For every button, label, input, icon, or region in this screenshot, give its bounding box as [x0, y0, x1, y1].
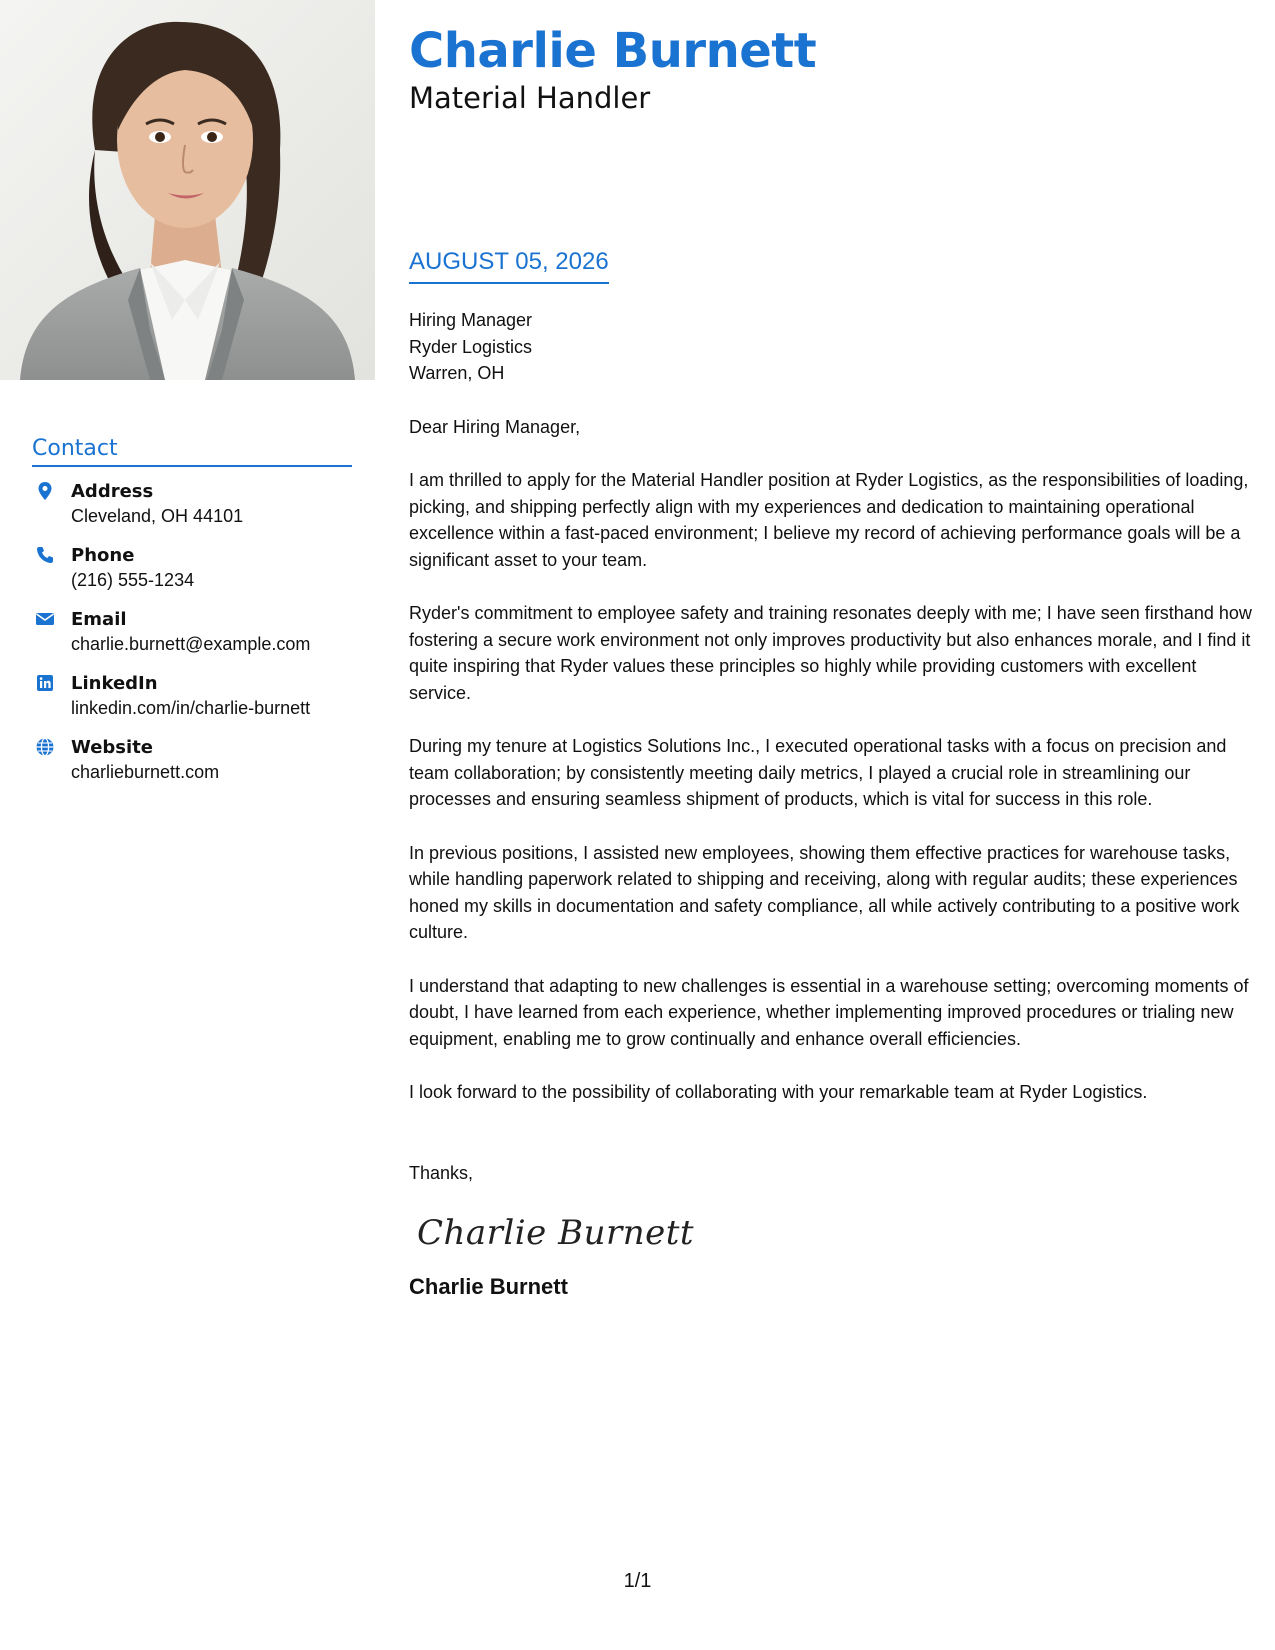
contact-value[interactable]: charlieburnett.com — [71, 762, 220, 782]
contact-value[interactable]: linkedin.com/in/charlie-burnett — [71, 698, 311, 718]
header — [409, 22, 1259, 116]
phone-icon — [35, 545, 55, 565]
letter-paragraph: Ryder's commitment to employee safety and training resonates deeply with me; I have seen firsthand how fostering a secure work environment not only improves productivity but also enhances morale, and I find it quite inspiring that Ryder values these principles so highly while providing customers with excellent service. — [409, 603, 1252, 703]
letter-paragraph: I understand that adapting to new challenges is essential in a warehouse setting; overcoming moments of doubt, I have learned from each experience, whether implementing improved procedures or trialing new equipment, enabling me to grow continually and enhance overall efficiencies. — [409, 975, 1249, 1049]
contact-label: Email — [71, 609, 127, 630]
recipient-block — [409, 307, 1254, 387]
contact-item-address — [32, 479, 352, 529]
portrait-illustration — [0, 0, 375, 380]
contact-section — [32, 436, 352, 799]
signed-name: Charlie Burnett — [409, 1274, 568, 1299]
contact-heading: Contact — [32, 436, 352, 467]
contact-label: LinkedIn — [71, 673, 158, 694]
contact-value[interactable]: charlie.burnett@example.com — [71, 634, 311, 654]
contact-item-phone — [32, 543, 352, 593]
recipient-line: Warren, OH — [409, 363, 505, 383]
map-pin-icon — [35, 481, 55, 501]
contact-value: Cleveland, OH 44101 — [71, 506, 244, 526]
globe-icon — [35, 737, 55, 757]
salutation: Dear Hiring Manager, — [409, 416, 581, 437]
contact-value: (216) 555-1234 — [71, 570, 195, 590]
page-number: 1/1 — [623, 1570, 652, 1592]
letter-body — [409, 307, 1254, 1301]
envelope-icon — [35, 609, 55, 629]
candidate-name: Charlie Burnett — [409, 23, 817, 79]
letter-paragraph: During my tenure at Logistics Solutions Inc., I executed operational tasks with a focus on precision and team collaboration; by consistently meeting daily metrics, I played a crucial role in streamlining our processes and ensuring seamless shipment of products, which is vital for success in this role. — [409, 736, 1227, 809]
linkedin-icon — [35, 673, 55, 693]
recipient-line: Hiring Manager — [409, 310, 533, 330]
job-title: Material Handler — [409, 81, 651, 115]
contact-label: Website — [71, 737, 154, 758]
signature: Charlie Burnett — [417, 1213, 695, 1253]
profile-photo — [0, 0, 375, 380]
contact-item-website — [32, 735, 352, 785]
contact-item-linkedin — [32, 671, 352, 721]
contact-item-email — [32, 607, 352, 657]
contact-label: Phone — [71, 545, 135, 566]
closing: Thanks, — [409, 1162, 474, 1183]
letter-paragraph: I look forward to the possibility of collaborating with your remarkable team at Ryder Logistics. — [409, 1082, 1148, 1102]
letter-paragraph: In previous positions, I assisted new employees, showing them effective practices for warehouse tasks, while handling paperwork related to shipping and receiving, along with regular audits; these experiences honed my skills in documentation and safety compliance, all while actively contributing to a positive work culture. — [409, 842, 1240, 942]
contact-label: Address — [71, 481, 154, 502]
recipient-line: Ryder Logistics — [409, 336, 533, 357]
letter-date: AUGUST 05, 2026 — [409, 247, 609, 284]
letter-paragraph: I am thrilled to apply for the Material Handler position at Ryder Logistics, as the responsibilities of loading, picking, and shipping perfectly align with my experiences and dedication to maintaining operational excellence within a fast-paced environment; I believe my record of achieving performance goals will be a significant asset to your team. — [409, 470, 1249, 570]
